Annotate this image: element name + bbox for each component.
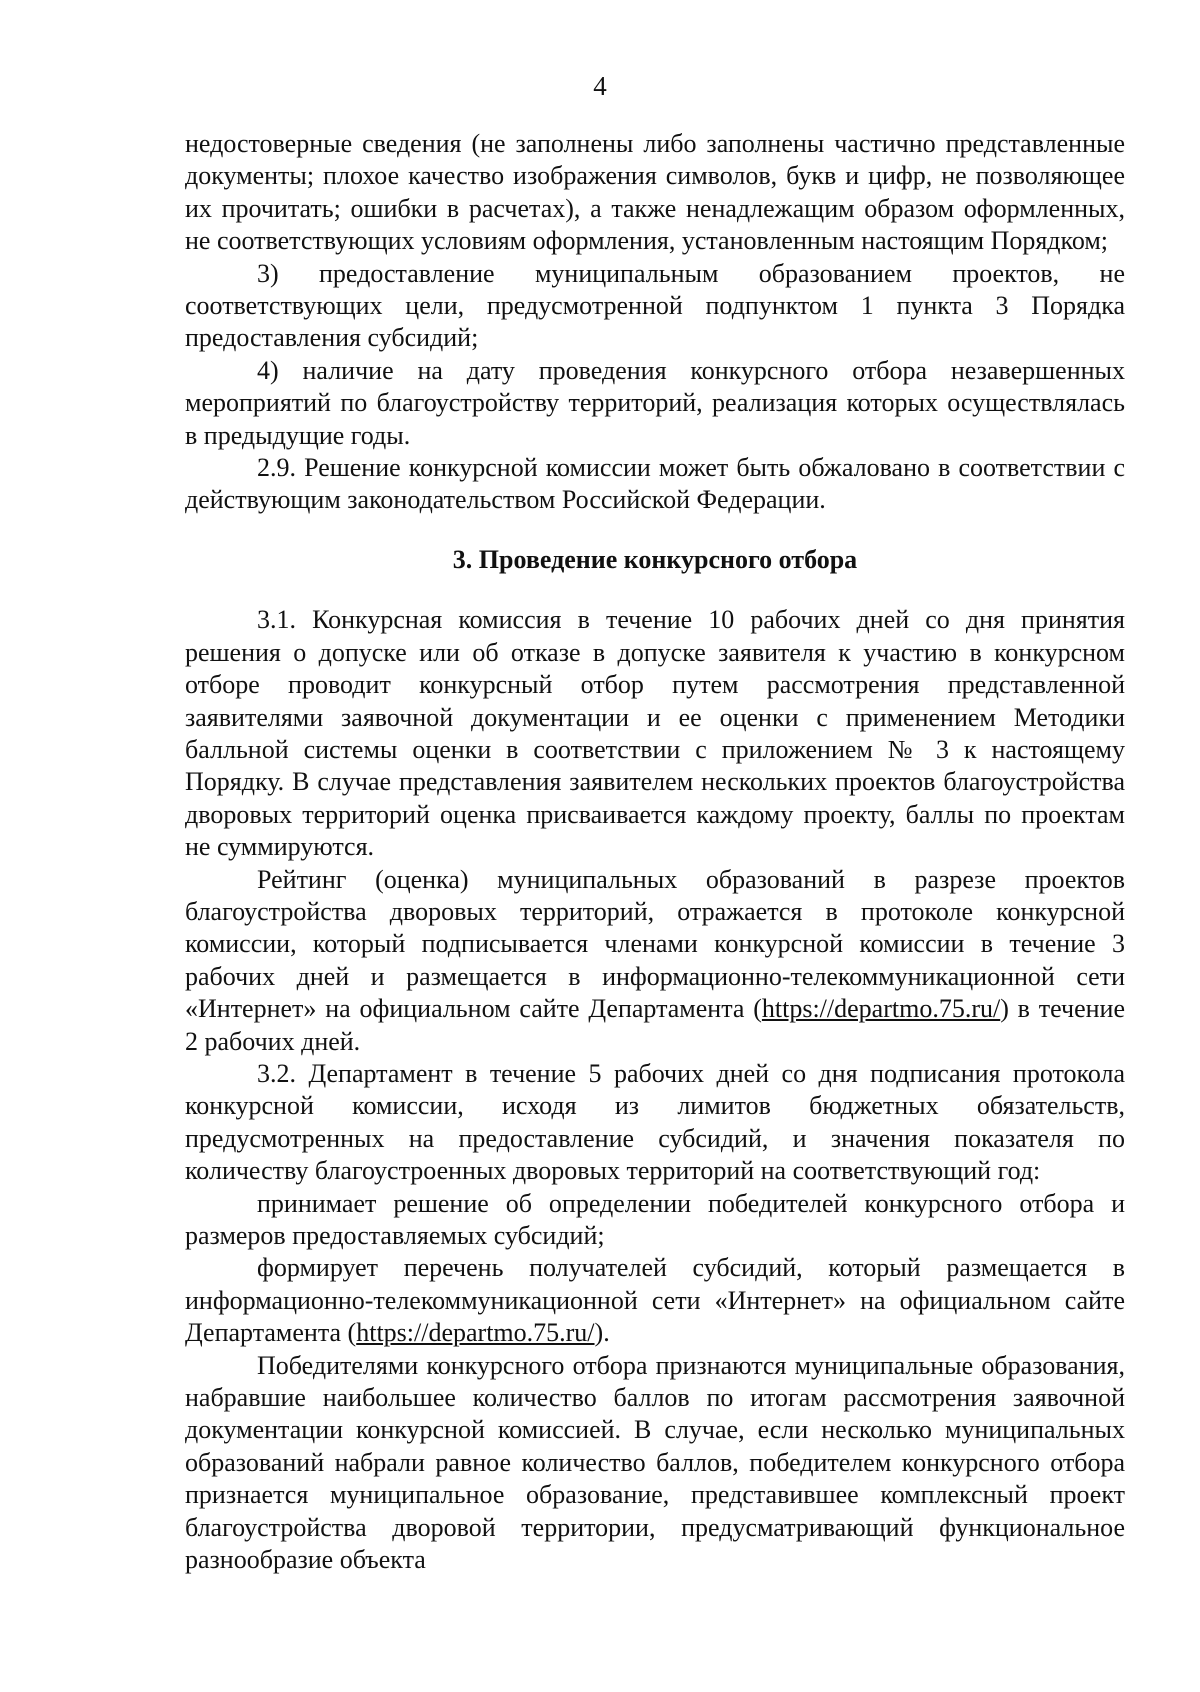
paragraph-rating-tail: ) в течение 2 рабочих дней. <box>185 994 1125 1056</box>
document-body <box>185 128 1125 1576</box>
paragraph-list-tail: ). <box>594 1318 610 1348</box>
paragraph-rating <box>185 864 1125 1058</box>
paragraph-continuation: недостоверные сведения (не заполнены либо заполнены частично представленные документы; плохое качество изображения символов, букв и цифр, не позволяющее их прочитать; ошибки в расчетах), а также ненадлежащим образом оформленных, не соответствующих условиям оформления, установленным настоящим Порядком; <box>185 129 1125 256</box>
paragraph-decision: принимает решение об определении победителей конкурсного отбора и размеров предоставляемых субсидий; <box>185 1188 1125 1250</box>
section-heading: 3. Проведение конкурсного отбора <box>452 544 858 574</box>
departmo-link[interactable]: https://departmo.75.ru/ <box>761 994 1001 1024</box>
paragraph-rating-text: Рейтинг (оценка) муниципальных образований в разрезе проектов благоустройства дворовых территорий, отражается в протоколе конкурсной комиссии, который подписывается членами конкурсной комиссии в течение 3 рабочих дней и размещается в информационно-телекоммуникационной сети «Интернет» на официальном сайте Департамента ( <box>185 864 1125 1024</box>
departmo-link-2[interactable]: https://departmo.75.ru/ <box>356 1318 595 1348</box>
paragraph-item-3: 3) предоставление муниципальным образованием проектов, не соответствующих цели, предусмотренной подпунктом 1 пункта 3 Порядка предоставления субсидий; <box>185 258 1125 353</box>
paragraph-winners: Победителями конкурсного отбора признаются муниципальные образования, набравшие наибольшее количество баллов по итогам рассмотрения заявочной документации конкурсной комиссией. В случае, если несколько муниципальных образований набрали равное количество баллов, победителем конкурсного отбора признается муниципальное образование, представившее комплексный проект благоустройства дворовой территории, предусматривающий функциональное разнообразие объекта <box>185 1350 1125 1575</box>
page-number: 4 <box>593 71 607 101</box>
paragraph-3-1: 3.1. Конкурсная комиссия в течение 10 рабочих дней со дня принятия решения о допуске или об отказе в допуске заявителя к участию в конкурсном отборе проводит конкурсный отбор путем рассмотрения представленной заявителями заявочной документации и ее оценки с применением Методики балльной системы оценки в соответствии с приложением № 3 к настоящему Порядку. В случае представления заявителем нескольких проектов благоустройства дворовых территорий оценка присваивается каждому проекту, баллы по проектам не суммируются. <box>185 605 1125 862</box>
paragraph-2-9: 2.9. Решение конкурсной комиссии может быть обжаловано в соответствии с действующим законодательством Российской Федерации. <box>185 453 1125 515</box>
paragraph-list-text: формирует перечень получателей субсидий, который размещается в информационно-телекоммуникационной сети «Интернет» на официальном сайте Департамента ( <box>185 1253 1125 1348</box>
paragraph-item-4: 4) наличие на дату проведения конкурсного отбора незавершенных мероприятий по благоустройству территорий, реализация которых осуществлялась в предыдущие годы. <box>185 355 1125 450</box>
paragraph-3-2: 3.2. Департамент в течение 5 рабочих дней со дня подписания протокола конкурсной комиссии, исходя из лимитов бюджетных обязательств, предусмотренных на предоставление субсидий, и значения показателя по количеству благоустроенных дворовых территорий на соответствующий год: <box>185 1058 1125 1186</box>
paragraph-recipients-list <box>185 1252 1125 1349</box>
